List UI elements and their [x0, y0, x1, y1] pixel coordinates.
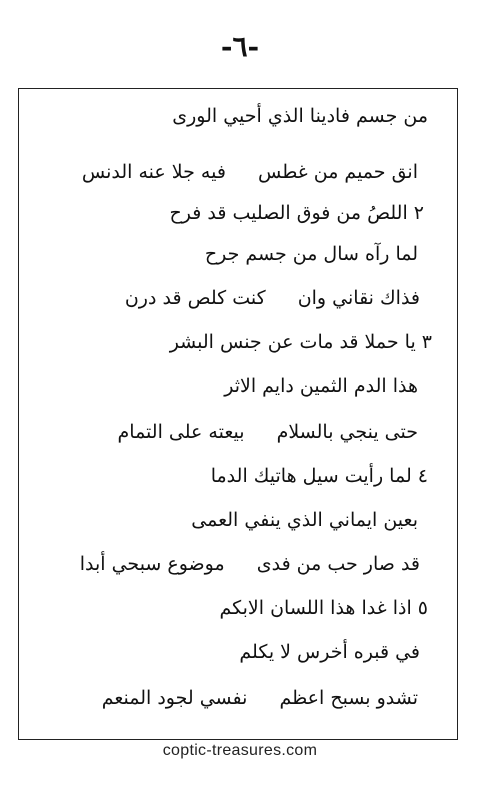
verse-line-12 [220, 594, 429, 622]
verse-text: بعين ايماني الذي ينفي العمى [191, 509, 418, 531]
verse-line-4 [205, 240, 418, 268]
verse-hemistich-left: نفسي لجود المنعم [101, 687, 248, 709]
verse-line-3 [170, 199, 424, 227]
verse-text: ٢ اللصُ من فوق الصليب قد فرح [169, 202, 424, 224]
verse-line-14 [102, 684, 418, 712]
verse-hemistich-left: كنت كلص قد درن [124, 287, 266, 309]
verse-hemistich-right: انق حميم من غطس [257, 161, 418, 183]
verse-line-9 [211, 462, 428, 490]
verse-text: لما رآه سال من جسم جرح [204, 243, 418, 265]
verse-line-2 [82, 158, 418, 186]
verse-line-13 [239, 638, 420, 666]
verse-line-7 [224, 372, 418, 400]
verse-hemistich-right: قد صار حب من فدى [256, 553, 420, 575]
verse-text: ٤ لما رأيت سيل هاتيك الدما [210, 465, 428, 487]
verse-text: من جسم فادينا الذي أحيي الورى [172, 105, 428, 127]
verse-line-10 [191, 506, 418, 534]
verse-text: في قبره أخرس لا يكلم [239, 641, 420, 663]
verse-text: ٥ اذا غدا هذا اللسان الابكم [219, 597, 428, 619]
page-number: -٦- [220, 30, 260, 63]
verse-hemistich-right: فذاك نقاني وان [297, 287, 420, 309]
site-watermark: coptic-treasures.com [162, 742, 318, 759]
verse-line-11 [80, 550, 420, 578]
verse-text: هذا الدم الثمين دايم الاثر [224, 375, 418, 397]
verse-line-5 [125, 284, 420, 312]
verse-line-6 [170, 328, 432, 356]
verse-line-1 [172, 102, 428, 130]
verse-line-8 [118, 418, 418, 446]
verse-hemistich-left: بيعته على التمام [117, 421, 245, 443]
verse-text: ٣ يا حملا قد مات عن جنس البشر [169, 331, 432, 353]
verse-hemistich-left: موضوع سبحي أبدا [79, 553, 225, 575]
verse-hemistich-right: حتى ينجي بالسلام [276, 421, 418, 443]
verse-hemistich-left: فيه جلا عنه الدنس [81, 161, 226, 183]
verse-hemistich-right: تشدو بسبح اعظم [279, 687, 418, 709]
